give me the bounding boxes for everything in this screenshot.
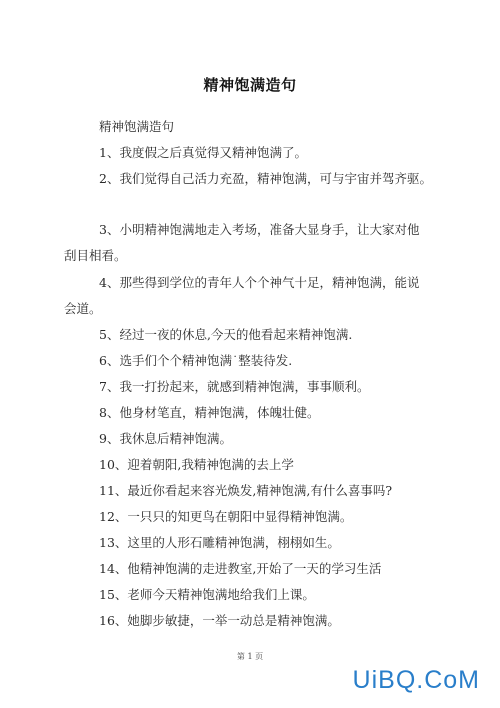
text-line-9: 9、我休息后精神饱满。 [99, 431, 232, 446]
text-line-4: 4、那些得到学位的青年人个个神气十足，精神饱满，能说 [99, 275, 420, 290]
text-line-7: 7、我一打扮起来，就感到精神饱满，事事顺利。 [99, 379, 370, 394]
watermark-logo: UiBQ.CoM [352, 666, 480, 694]
text-line-4-cont: 会道。 [64, 301, 102, 316]
text-line-1: 1、我度假之后真觉得又精神饱满了。 [99, 145, 307, 160]
document-subtitle: 精神饱满造句 [99, 119, 175, 134]
text-line-16: 16、她脚步敏捷，一举一动总是精神饱满。 [99, 613, 340, 628]
text-line-10: 10、迎着朝阳,我精神饱满的去上学 [99, 457, 294, 472]
page-number: 第 1 页 [236, 652, 264, 661]
text-line-2: 2、我们觉得自己活力充盈，精神饱满，可与宇宙并驾齐驱。 [99, 171, 432, 186]
text-line-6: 6、选手们个个精神饱满˙整装待发. [99, 353, 293, 368]
page-title: 精神饱满造句 [203, 76, 297, 94]
text-line-5: 5、经过一夜的休息,今天的他看起来精神饱满. [99, 327, 353, 342]
text-line-14: 14、他精神饱满的走进教室,开始了一天的学习生活 [99, 561, 382, 576]
text-line-11: 11、最近你看起来容光焕发,精神饱满,有什么喜事吗? [99, 483, 393, 498]
text-line-3: 3、小明精神饱满地走入考场，准备大显身手，让大家对他 [99, 222, 420, 237]
text-line-3-cont: 刮目相看。 [64, 248, 127, 263]
text-line-8: 8、他身材笔直，精神饱满，体魄壮健。 [99, 405, 320, 420]
text-line-13: 13、这里的人形石雕精神饱满，栩栩如生。 [99, 535, 340, 550]
text-line-12: 12、一只只的知更鸟在朝阳中显得精神饱满。 [99, 509, 353, 524]
text-line-15: 15、老师今天精神饱满地给我们上课。 [99, 587, 315, 602]
